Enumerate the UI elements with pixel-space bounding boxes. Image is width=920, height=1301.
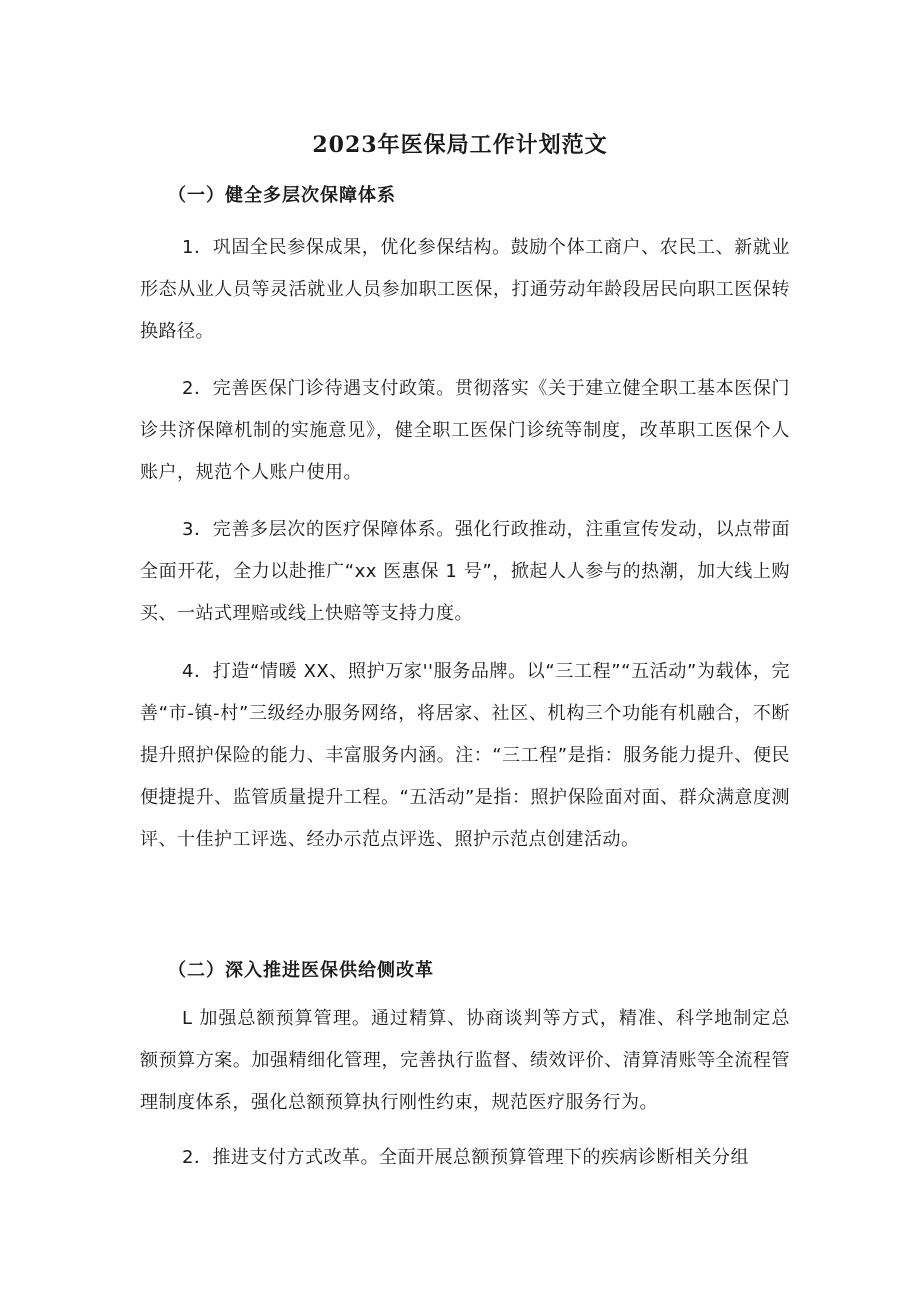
section-heading-2: （二）深入推进医保供给侧改革 [168,960,434,981]
paragraph-6: 2．推进支付方式改革。全面开展总额预算管理下的疾病诊断相关分组 [182,1147,749,1168]
paragraph-3: 3．完善多层次的医疗保障体系。强化行政推动，注重宣传发动，以点带面全面开花，全力以赴推广“xx 医惠保 1 号”，掀起人人参与的热潮，加大线上购买、一站式理赔或线上快赔等支持力度。 [140,519,790,624]
paragraph-1: 1．巩固全民参保成果，优化参保结构。鼓励个体工商户、农民工、新就业形态从业人员等灵活就业人员参加职工医保，打通劳动年龄段居民向职工医保转换路径。 [140,237,790,342]
document-title: 2023年医保局工作计划范文 [312,132,608,158]
paragraph-5: L 加强总额预算管理。通过精算、协商谈判等方式，精准、科学地制定总额预算方案。加强精细化管理，完善执行监督、绩效评价、清算清账等全流程管理制度体系，强化总额预算执行刚性约束，规范医疗服务行为。 [140,1008,790,1113]
paragraph-4: 4．打造“情暖 XX、照护万家''服务品牌。以“三工程”“五活动”为载体，完善“市-镇-村”三级经办服务网络，将居家、社区、机构三个功能有机融合，不断提升照护保险的能力、丰富服务内涵。注：“三工程”是指：服务能力提升、便民便捷提升、监管质量提升工程。“五活动”是指：照护保险面对面、群众满意度测评、十佳护工评选、经办示范点评选、照护示范点创建活动。 [140,661,790,850]
section-heading-1: （一）健全多层次保障体系 [168,185,396,206]
paragraph-2: 2．完善医保门诊待遇支付政策。贯彻落实《关于建立健全职工基本医保门诊共济保障机制的实施意见》，健全职工医保门诊统等制度，改革职工医保个人账户，规范个人账户使用。 [140,378,790,483]
